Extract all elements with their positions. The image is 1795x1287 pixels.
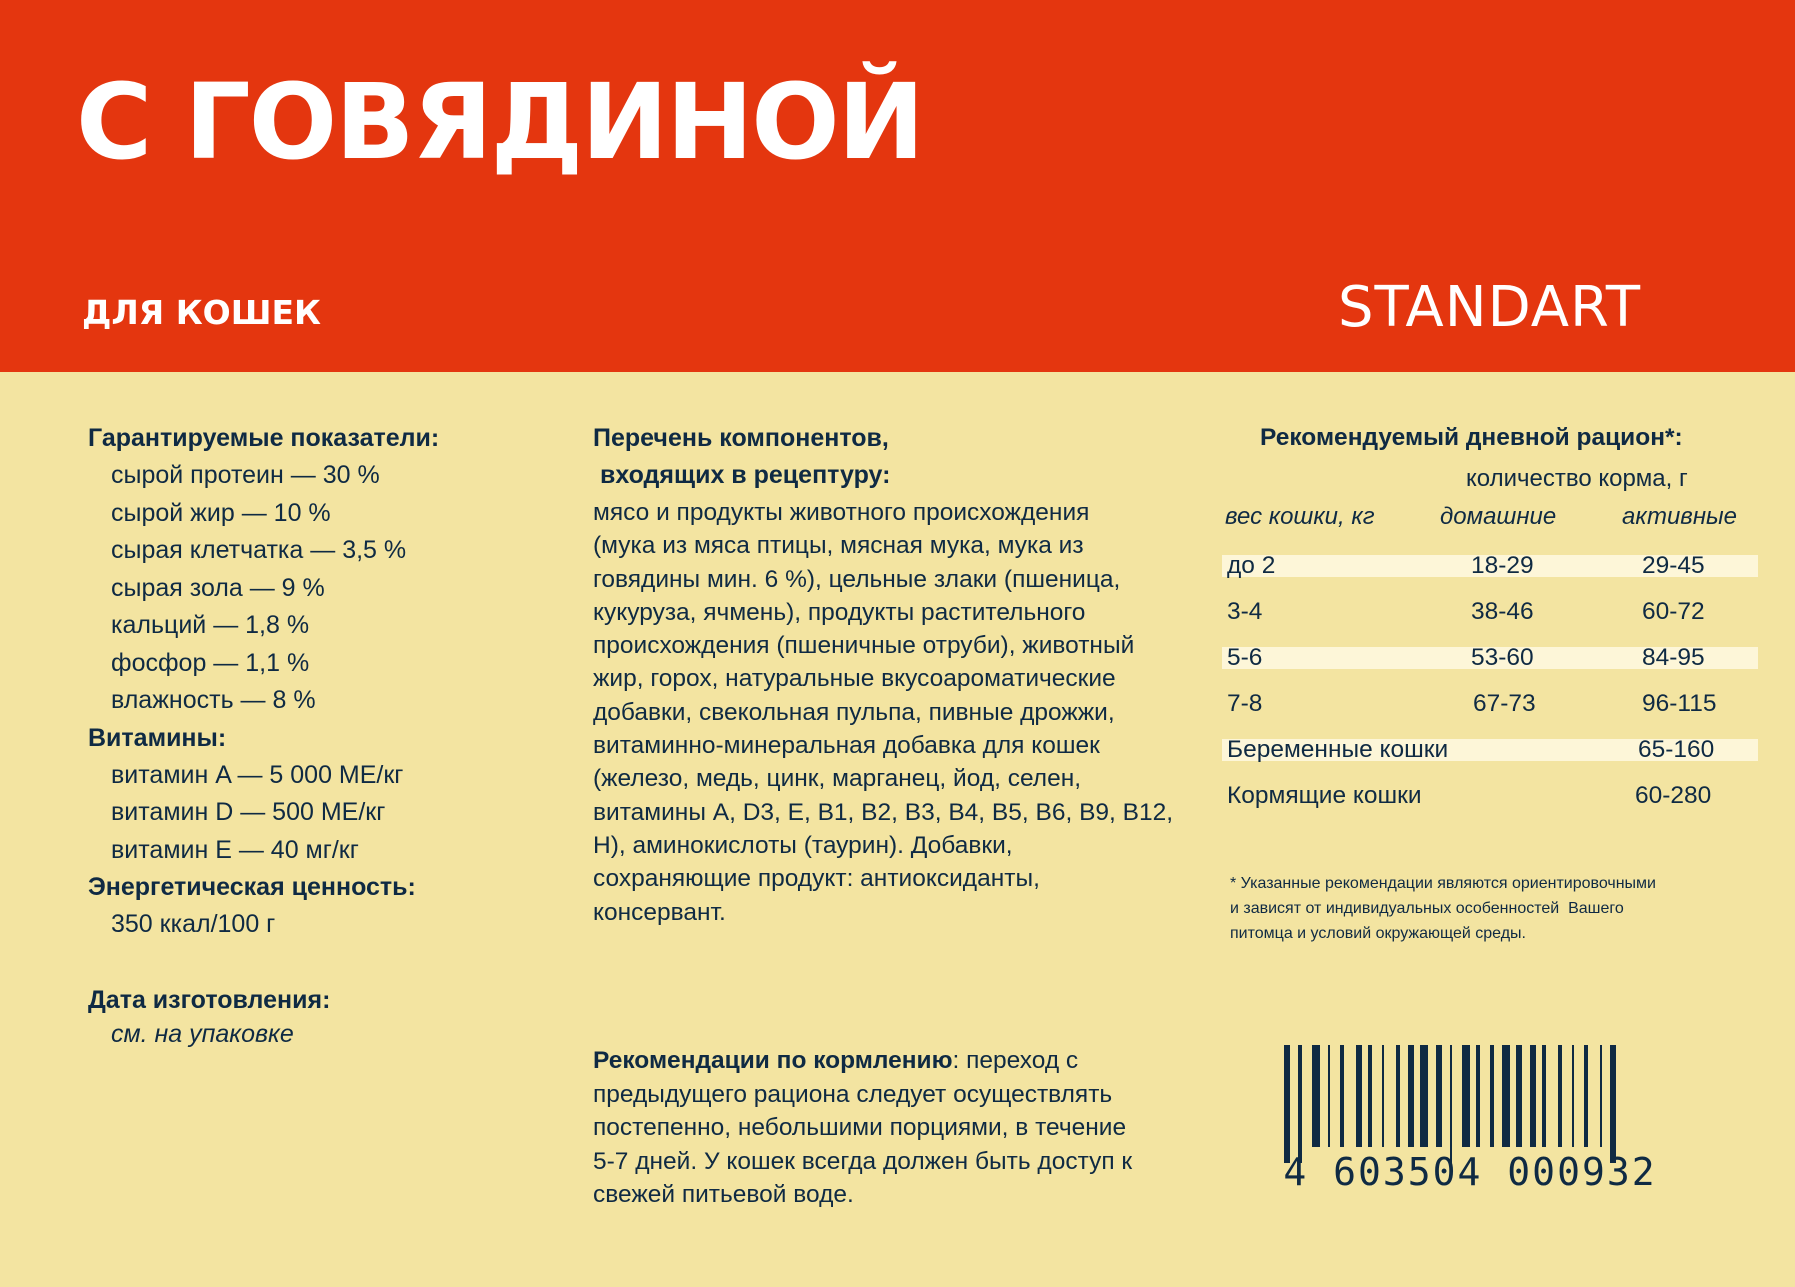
ration-row bbox=[1222, 689, 1758, 717]
barcode-bar bbox=[1382, 1045, 1384, 1147]
components-list bbox=[593, 496, 1193, 929]
guaranteed-item: сырая клетчатка — 3,5 % bbox=[111, 536, 407, 564]
barcode-bar bbox=[1462, 1045, 1470, 1147]
ration-home: 38-46 bbox=[1471, 597, 1534, 625]
ration-subtitle: количество корма, г bbox=[1466, 465, 1688, 492]
ration-home: 18-29 bbox=[1471, 551, 1534, 579]
components-line: кукуруза, ячмень), продукты растительного bbox=[593, 598, 1086, 626]
feeding-line: 5-7 дней. У кошек всегда должен быть доступ к bbox=[593, 1147, 1133, 1175]
components-line: H), аминокислоты (таурин). Добавки, bbox=[593, 831, 1013, 859]
ration-row bbox=[1222, 643, 1758, 671]
ration-row bbox=[1222, 735, 1758, 763]
guaranteed-item: влажность — 8 % bbox=[111, 686, 316, 714]
barcode-bar bbox=[1396, 1045, 1400, 1147]
guaranteed-item: фосфор — 1,1 % bbox=[111, 648, 310, 677]
barcode-bar bbox=[1490, 1045, 1494, 1147]
ration-row bbox=[1222, 597, 1758, 625]
product-title: С ГОВЯДИНОЙ bbox=[76, 61, 923, 183]
barcode-bar bbox=[1530, 1045, 1536, 1147]
brand-logo: STANDART bbox=[1338, 275, 1642, 340]
ration-weight: Беременные кошки bbox=[1227, 735, 1449, 763]
vitamins-title: Витамины: bbox=[88, 723, 227, 752]
barcode-bar bbox=[1600, 1045, 1602, 1147]
components-line: происхождения (пшеничные отруби), животный bbox=[593, 632, 1135, 660]
energy-title: Энергетическая ценность: bbox=[88, 873, 416, 901]
ration-weight: 7-8 bbox=[1227, 689, 1263, 717]
components-line: мясо и продукты животного происхождения bbox=[593, 499, 1090, 526]
feeding-line: постепенно, небольшими порциями, в течение bbox=[593, 1114, 1127, 1141]
barcode-bar bbox=[1436, 1045, 1442, 1147]
barcode-number: 4 603504 000932 bbox=[1283, 1150, 1657, 1194]
header-band bbox=[0, 0, 1795, 372]
barcode-bar bbox=[1356, 1045, 1362, 1147]
ration-row bbox=[1222, 551, 1758, 579]
components-line: говядины мин. 6 %), цельные злаки (пшеница, bbox=[593, 565, 1121, 593]
components-line: (железо, медь, цинк, марганец, йод, селен, bbox=[593, 765, 1082, 793]
feeding-title: Рекомендации по кормлению bbox=[593, 1047, 953, 1074]
ration-home: 53-60 bbox=[1471, 643, 1534, 671]
ration-header-active: активные bbox=[1622, 503, 1738, 530]
barcode-bar bbox=[1558, 1045, 1562, 1147]
ration-active: 65-160 bbox=[1638, 735, 1715, 763]
ration-weight: до 2 bbox=[1227, 551, 1276, 579]
ration-footnote bbox=[1230, 871, 1690, 946]
guaranteed-item: сырой жир — 10 % bbox=[111, 498, 331, 527]
barcode-bar bbox=[1584, 1045, 1588, 1147]
guaranteed-item: сырой протеин — 30 % bbox=[111, 461, 380, 489]
components-line: добавки, свекольная пульпа, пивные дрожжи, bbox=[593, 698, 1115, 726]
ration-active: 96-115 bbox=[1642, 689, 1717, 717]
barcode-bar bbox=[1542, 1045, 1546, 1147]
ration-active: 84-95 bbox=[1642, 643, 1705, 671]
barcode-bar bbox=[1340, 1045, 1344, 1147]
barcode-bar bbox=[1572, 1045, 1574, 1147]
vitamin-item: витамин D — 500 МЕ/кг bbox=[111, 798, 386, 826]
feeding-line: свежей питьевой воде. bbox=[593, 1181, 854, 1208]
vitamin-item: витамин A — 5 000 МЕ/кг bbox=[111, 760, 404, 789]
ration-weight: 5-6 bbox=[1227, 643, 1263, 671]
guaranteed-item: сырая зола — 9 % bbox=[111, 573, 325, 602]
components-line: консервант. bbox=[593, 898, 726, 926]
components-title-line1: Перечень компонентов, bbox=[593, 424, 889, 452]
ration-header-home: домашние bbox=[1440, 503, 1557, 530]
components-title-line2: входящих в рецептуру: bbox=[593, 461, 891, 489]
ration-weight: Кормящие кошки bbox=[1227, 781, 1422, 809]
ration-active: 60-280 bbox=[1635, 781, 1712, 809]
footnote-line: * Указанные рекомендации являются ориентировочными bbox=[1230, 875, 1656, 892]
barcode-bar bbox=[1408, 1045, 1414, 1147]
components-column bbox=[593, 420, 1193, 929]
footnote-line: и зависят от индивидуальных особенностей Вашего bbox=[1230, 900, 1624, 917]
nutrition-column bbox=[88, 420, 608, 1049]
manufacture-title: Дата изготовления: bbox=[88, 985, 331, 1014]
guaranteed-title: Гарантируемые показатели: bbox=[88, 424, 440, 452]
feeding-line: предыдущего рациона следует осуществлять bbox=[593, 1080, 1113, 1108]
vitamin-item: витамин E — 40 мг/кг bbox=[111, 835, 359, 864]
energy-value: 350 ккал/100 г bbox=[111, 910, 276, 938]
barcode-bar bbox=[1610, 1045, 1616, 1163]
barcode-bar bbox=[1450, 1045, 1452, 1163]
barcode-bar bbox=[1368, 1045, 1372, 1147]
components-line: витамины A, D3, E, B1, B2, B3, B4, B5, B6, B9, B12, bbox=[593, 798, 1174, 826]
components-line: витаминно-минеральная добавка для кошек bbox=[593, 732, 1100, 760]
ration-active: 29-45 bbox=[1642, 551, 1705, 579]
ration-weight: 3-4 bbox=[1227, 597, 1263, 625]
ration-header-weight: вес кошки, кг bbox=[1225, 503, 1375, 530]
barcode-bar bbox=[1502, 1045, 1510, 1147]
barcode-bar bbox=[1476, 1045, 1480, 1147]
barcode bbox=[1248, 1045, 1688, 1195]
components-line: жир, горох, натуральные вкусоароматические bbox=[593, 665, 1116, 693]
feeding-text-first: : переход с bbox=[952, 1047, 1079, 1074]
ration-home: 67-73 bbox=[1473, 689, 1536, 717]
ration-active: 60-72 bbox=[1642, 597, 1705, 625]
barcode-bar bbox=[1284, 1045, 1290, 1163]
barcode-bar bbox=[1516, 1045, 1522, 1147]
components-line: (мука из мяса птицы, мясная мука, мука из bbox=[593, 532, 1084, 560]
feeding-recommendations bbox=[593, 1044, 1193, 1212]
barcode-bar bbox=[1420, 1045, 1428, 1147]
ration-row bbox=[1222, 781, 1758, 809]
footnote-line: питомца и условий окружающей среды. bbox=[1230, 925, 1526, 942]
components-line: сохраняющие продукт: антиоксиданты, bbox=[593, 865, 1040, 893]
barcode-bars bbox=[1284, 1045, 1616, 1163]
barcode-bar bbox=[1312, 1045, 1320, 1147]
manufacture-value: см. на упаковке bbox=[111, 1019, 294, 1048]
ration-title: Рекомендуемый дневной рацион*: bbox=[1260, 424, 1683, 451]
barcode-bar bbox=[1298, 1045, 1302, 1163]
product-subtitle: ДЛЯ КОШЕК bbox=[82, 293, 322, 332]
barcode-bar bbox=[1328, 1045, 1330, 1147]
guaranteed-item: кальций — 1,8 % bbox=[111, 611, 310, 639]
